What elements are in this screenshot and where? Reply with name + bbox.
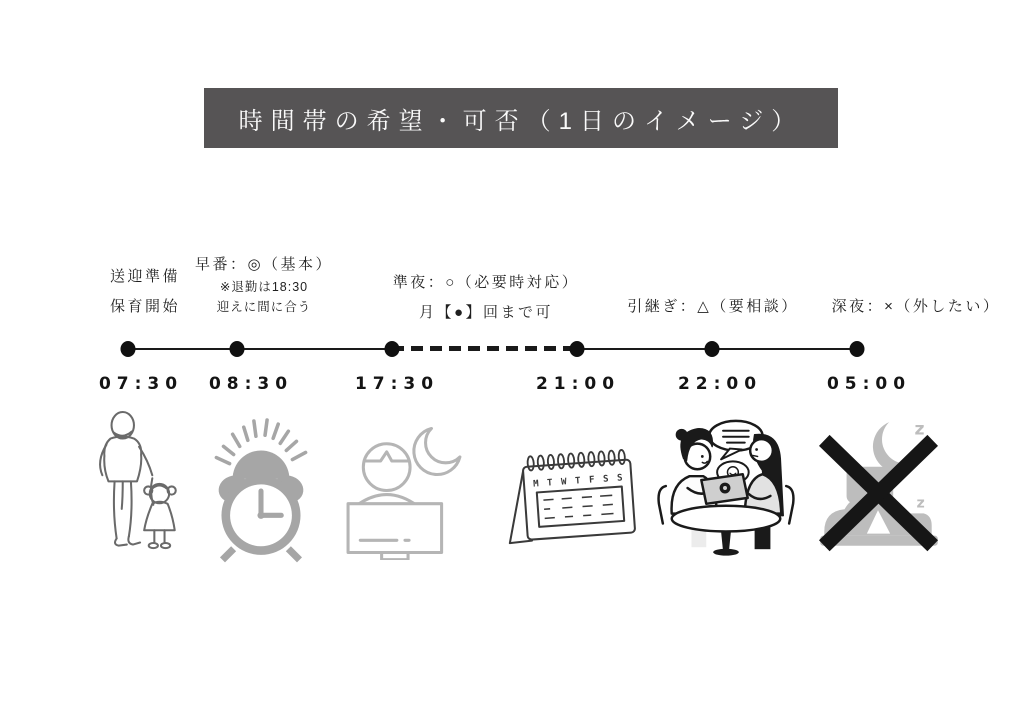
timeline-dashed-segment xyxy=(392,346,577,351)
sleep-z-glyph: z xyxy=(916,495,925,512)
timeline-dot-0730 xyxy=(121,341,136,357)
no-late-night-sleep-icon xyxy=(810,412,947,564)
timeline-dot-2200 xyxy=(705,341,720,357)
label-early-shift xyxy=(195,253,333,317)
time-label-2200: 22:00 xyxy=(677,374,763,394)
time-label-2100: 21:00 xyxy=(535,374,621,394)
label-pickup-line2: 保育開始 xyxy=(109,298,181,315)
timeline-solid-segment-1 xyxy=(128,348,392,350)
label-semi-night xyxy=(393,268,580,328)
label-handover-main: 引継ぎ：△（要相談） xyxy=(627,298,799,315)
label-semi-night-main: 準夜：○（必要時対応） xyxy=(392,274,580,291)
time-label-0730: 07:30 xyxy=(98,374,184,394)
timeline-dot-1730 xyxy=(385,341,400,357)
label-pickup-start xyxy=(110,262,180,322)
label-late-night-main: 深夜：×（外したい） xyxy=(831,298,1001,315)
timeline-dot-2100 xyxy=(570,341,585,357)
page-title: 時間帯の希望・可否（1日のイメージ） xyxy=(238,107,804,135)
label-pickup-line1: 送迎準備 xyxy=(109,268,181,285)
round-table xyxy=(672,506,781,532)
label-early-shift-main: 早番：◎（基本） xyxy=(194,256,334,273)
handover-meeting-icon xyxy=(652,415,800,563)
calendar-weekday-header: M T W T F S S xyxy=(532,473,625,490)
sunrise-alarm-clock-icon xyxy=(203,416,320,566)
timeline-dot-0830 xyxy=(230,341,245,357)
label-late-night xyxy=(832,292,1001,322)
time-label-1730: 17:30 xyxy=(354,374,440,394)
label-handover xyxy=(627,292,799,322)
label-semi-night-sub: 月【●】回まで可 xyxy=(418,304,554,321)
timeline-dot-0500 xyxy=(850,341,865,357)
time-label-0500: 05:00 xyxy=(826,374,912,394)
crescent-moon-icon xyxy=(414,428,460,474)
label-early-shift-note1: ※退勤は18:30 xyxy=(219,280,309,294)
mother-child-walking-icon xyxy=(85,410,187,568)
title-bar xyxy=(204,88,838,148)
night-computer-work-icon xyxy=(344,422,466,560)
sleep-z-glyph: z xyxy=(914,419,925,440)
weekly-calendar-icon xyxy=(503,445,645,552)
label-early-shift-note2: 迎えに間に合う xyxy=(216,300,312,314)
time-label-0830: 08:30 xyxy=(208,374,294,394)
